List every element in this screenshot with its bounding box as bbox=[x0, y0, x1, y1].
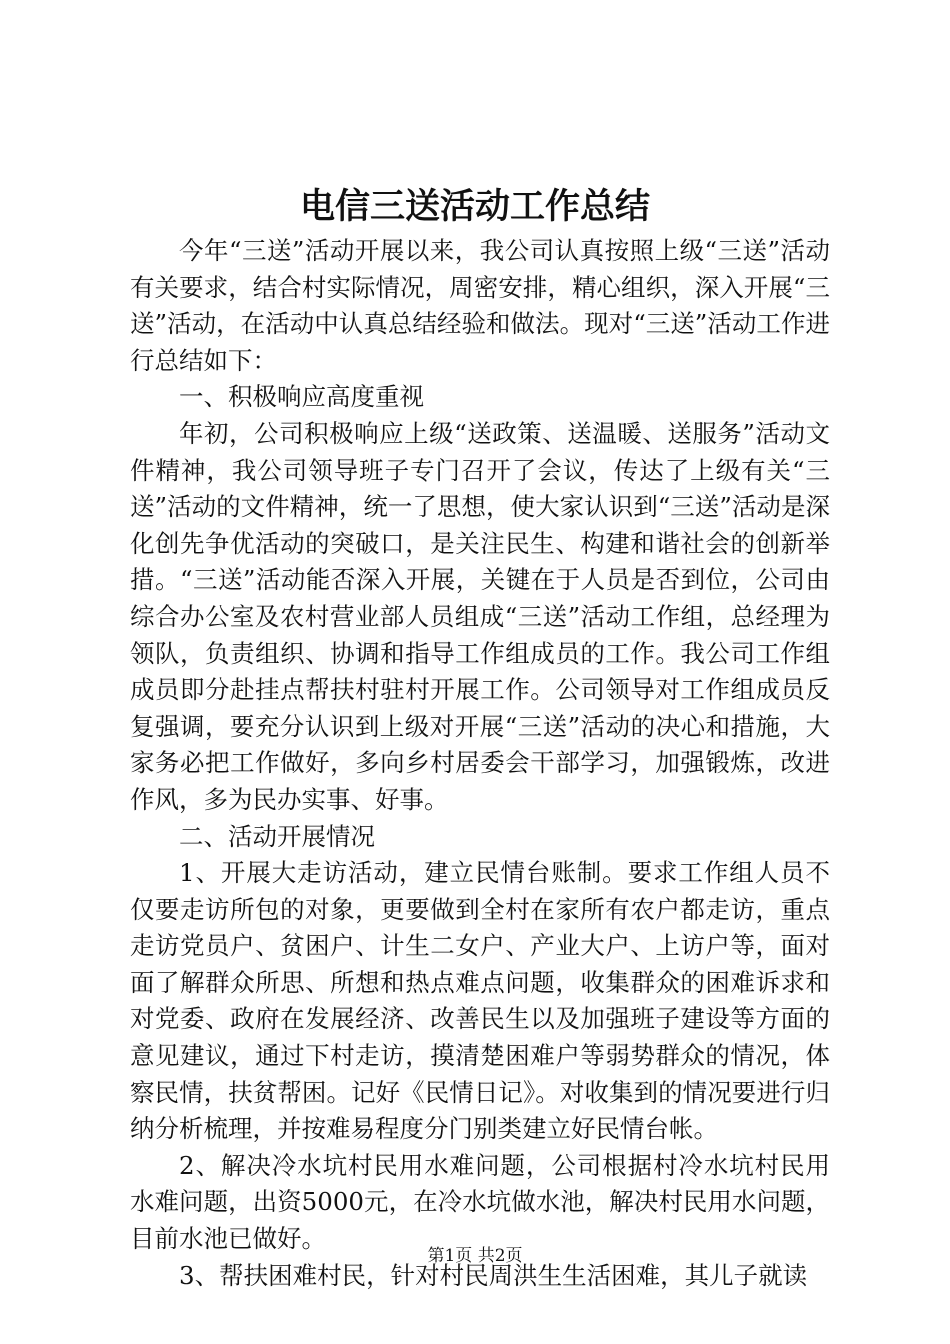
document-body bbox=[130, 233, 830, 1294]
item-1-paragraph: 1、开展大走访活动，建立民情台账制。要求工作组人员不仅要走访所包的对象，更要做到全村在家所有农户都走访，重点走访党员户、贫困户、计生二女户、产业大户、上访户等，面对面了解群众所思、所想和热点难点问题，收集群众的困难诉求和对党委、政府在发展经济、改善民生以及加强班子建设等方面的意见建议，通过下村走访，摸清楚困难户等弱势群众的情况，体察民情，扶贫帮困。记好《民情日记》。对收集到的情况要进行归纳分析梳理，并按难易程度分门别类建立好民情台帐。 bbox=[130, 858, 830, 1144]
intro-paragraph: 今年“三送”活动开展以来，我公司认真按照上级“三送”活动有关要求，结合村实际情况，周密安排，精心组织，深入开展“三送”活动，在活动中认真总结经验和做法。现对“三送”活动工作进行总结如下： bbox=[130, 236, 830, 375]
item-3-paragraph: 3、帮扶困难村民，针对村民周洪生生活困难，其儿子就读 bbox=[179, 1260, 808, 1290]
section-heading-2: 二、活动开展情况 bbox=[179, 821, 375, 851]
section-1-paragraph: 年初，公司积极响应上级“送政策、送温暖、送服务”活动文件精神，我公司领导班子专门召开了会议，传达了上级有关“三送”活动的文件精神，统一了思想，使大家认识到“三送”活动是深化创先争优活动的突破口，是关注民生、构建和谐社会的创新举措。“三送”活动能否深入开展，关键在于人员是否到位，公司由综合办公室及农村营业部人员组成“三送”活动工作组，总经理为领队，负责组织、协调和指导工作组成员的工作。我公司工作组成员即分赴挂点帮扶村驻村开展工作。公司领导对工作组成员反复强调，要充分认识到上级对开展“三送”活动的决心和措施，大家务必把工作做好，多向乡村居委会干部学习，加强锻炼，改进作风，多为民办实事、好事。 bbox=[130, 418, 830, 814]
page-footer: 第1页 共2页 bbox=[427, 1246, 523, 1266]
section-heading-1: 一、积极响应高度重视 bbox=[179, 382, 424, 412]
item-2-paragraph: 2、解决冷水坑村民用水难问题，公司根据村冷水坑村民用水难问题，出资5000元，在冷水坑做水池，解决村民用水问题，目前水池已做好。 bbox=[130, 1150, 830, 1254]
document-title: 电信三送活动工作总结 bbox=[299, 186, 650, 227]
